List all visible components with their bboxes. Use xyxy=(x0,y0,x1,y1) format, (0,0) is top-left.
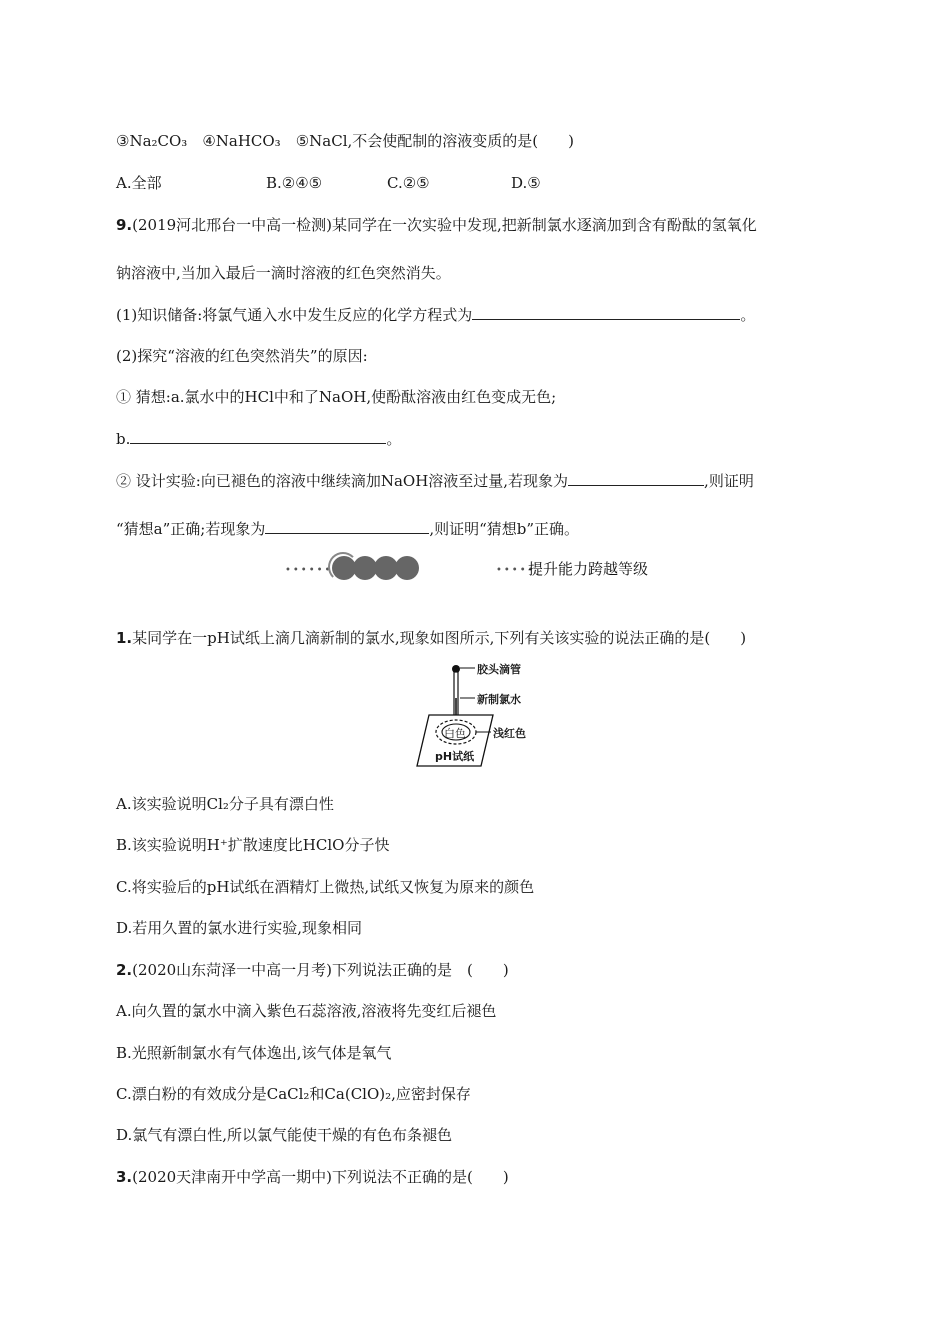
label-white: 白色 xyxy=(444,727,466,740)
section-dots-left: •••••• xyxy=(285,565,333,576)
q9-stem-text1: (2019河北邢台一中高一检测)某同学在一次实验中发现,把新制氯水逐滴加到含有酚酞的氢氧化 xyxy=(132,216,757,234)
label-pink: 浅红色 xyxy=(493,727,526,740)
q9-guess-b-end: 。 xyxy=(386,430,402,448)
q9-design-end: ,则证明 xyxy=(704,472,754,490)
q9-design xyxy=(116,469,754,492)
q2-stem-text: (2020山东菏泽一中高一月考)下列说法正确的是 ( ) xyxy=(132,961,509,979)
q8-text-line: ③Na₂CO₃ ④NaHCO₃ ⑤NaCl,不会使配制的溶液变质的是( ) xyxy=(116,132,574,150)
q8-option-c[interactable]: C.②⑤ xyxy=(387,174,430,192)
q2-option-b[interactable]: B.光照新制氯水有气体逸出,该气体是氧气 xyxy=(116,1044,392,1062)
q2-stem xyxy=(116,959,509,981)
q9-part1 xyxy=(116,303,755,326)
section-circle-4 xyxy=(395,556,419,580)
q9-stem-line2: 钠溶液中,当加入最后一滴时溶液的红色突然消失。 xyxy=(116,264,451,282)
q9-confirm xyxy=(116,517,579,540)
q9-number: 9. xyxy=(116,216,133,234)
q9-design-text: ② 设计实验:向已褪色的溶液中继续滴加NaOH溶液至过量,若现象为 xyxy=(116,472,569,490)
q3-stem xyxy=(116,1166,509,1188)
section-title: 提升能力跨越等级 xyxy=(528,560,649,578)
q9-confirm-end: ,则证明“猜想b”正确。 xyxy=(429,520,580,538)
q2-option-a[interactable]: A.向久置的氯水中滴入紫色石蕊溶液,溶液将先变红后褪色 xyxy=(116,1002,497,1020)
q3-number: 3. xyxy=(116,1168,133,1186)
section-dots-right: ••••• xyxy=(496,565,536,576)
label-ph-paper: pH试纸 xyxy=(435,750,475,763)
q8-option-a[interactable]: A.全部 xyxy=(116,174,162,192)
section-header xyxy=(280,554,700,584)
q9-part1-text: (1)知识储备:将氯气通入水中发生反应的化学方程式为 xyxy=(116,306,473,324)
q9-guess-b-label: b. xyxy=(116,430,131,448)
q8-options xyxy=(116,172,541,194)
q9-stem-line1 xyxy=(116,214,757,236)
q9-design-blank[interactable] xyxy=(568,469,704,486)
q1-option-a[interactable]: A.该实验说明Cl₂分子具有漂白性 xyxy=(116,795,334,813)
section-circles xyxy=(326,554,426,584)
q9-part1-answer-blank[interactable] xyxy=(472,303,740,320)
q9-guess-b xyxy=(116,427,401,450)
q9-confirm-text: “猜想a”正确;若现象为 xyxy=(116,520,266,538)
q9-guess-b-blank[interactable] xyxy=(130,427,386,444)
q9-part1-end: 。 xyxy=(740,306,756,324)
q3-stem-text: (2020天津南开中学高一期中)下列说法不正确的是( ) xyxy=(132,1168,509,1186)
q2-option-c[interactable]: C.漂白粉的有效成分是CaCl₂和Ca(ClO)₂,应密封保存 xyxy=(116,1085,471,1103)
ph-paper-figure xyxy=(415,660,565,770)
q9-part2: (2)探究“溶液的红色突然消失”的原因: xyxy=(116,347,368,365)
q1-option-d[interactable]: D.若用久置的氯水进行实验,现象相同 xyxy=(116,919,363,937)
q8-option-b[interactable]: B.②④⑤ xyxy=(266,174,323,192)
q1-number: 1. xyxy=(116,629,133,647)
label-dropper: 胶头滴管 xyxy=(477,663,521,676)
q1-stem xyxy=(116,627,746,649)
q2-option-d[interactable]: D.氯气有漂白性,所以氯气能使干燥的有色布条褪色 xyxy=(116,1126,453,1144)
q9-confirm-blank[interactable] xyxy=(265,517,429,534)
q2-number: 2. xyxy=(116,961,133,979)
q8-option-d[interactable]: D.⑤ xyxy=(511,174,541,192)
q1-stem-text: 某同学在一pH试纸上滴几滴新制的氯水,现象如图所示,下列有关该实验的说法正确的是( ) xyxy=(132,629,747,647)
q9-guess-a: ① 猜想:a.氯水中的HCl中和了NaOH,使酚酞溶液由红色变成无色; xyxy=(116,388,557,406)
q1-option-b[interactable]: B.该实验说明H⁺扩散速度比HClO分子快 xyxy=(116,836,390,854)
q1-option-c[interactable]: C.将实验后的pH试纸在酒精灯上微热,试纸又恢复为原来的颜色 xyxy=(116,878,535,896)
label-chlorine-water: 新制氯水 xyxy=(477,693,521,706)
